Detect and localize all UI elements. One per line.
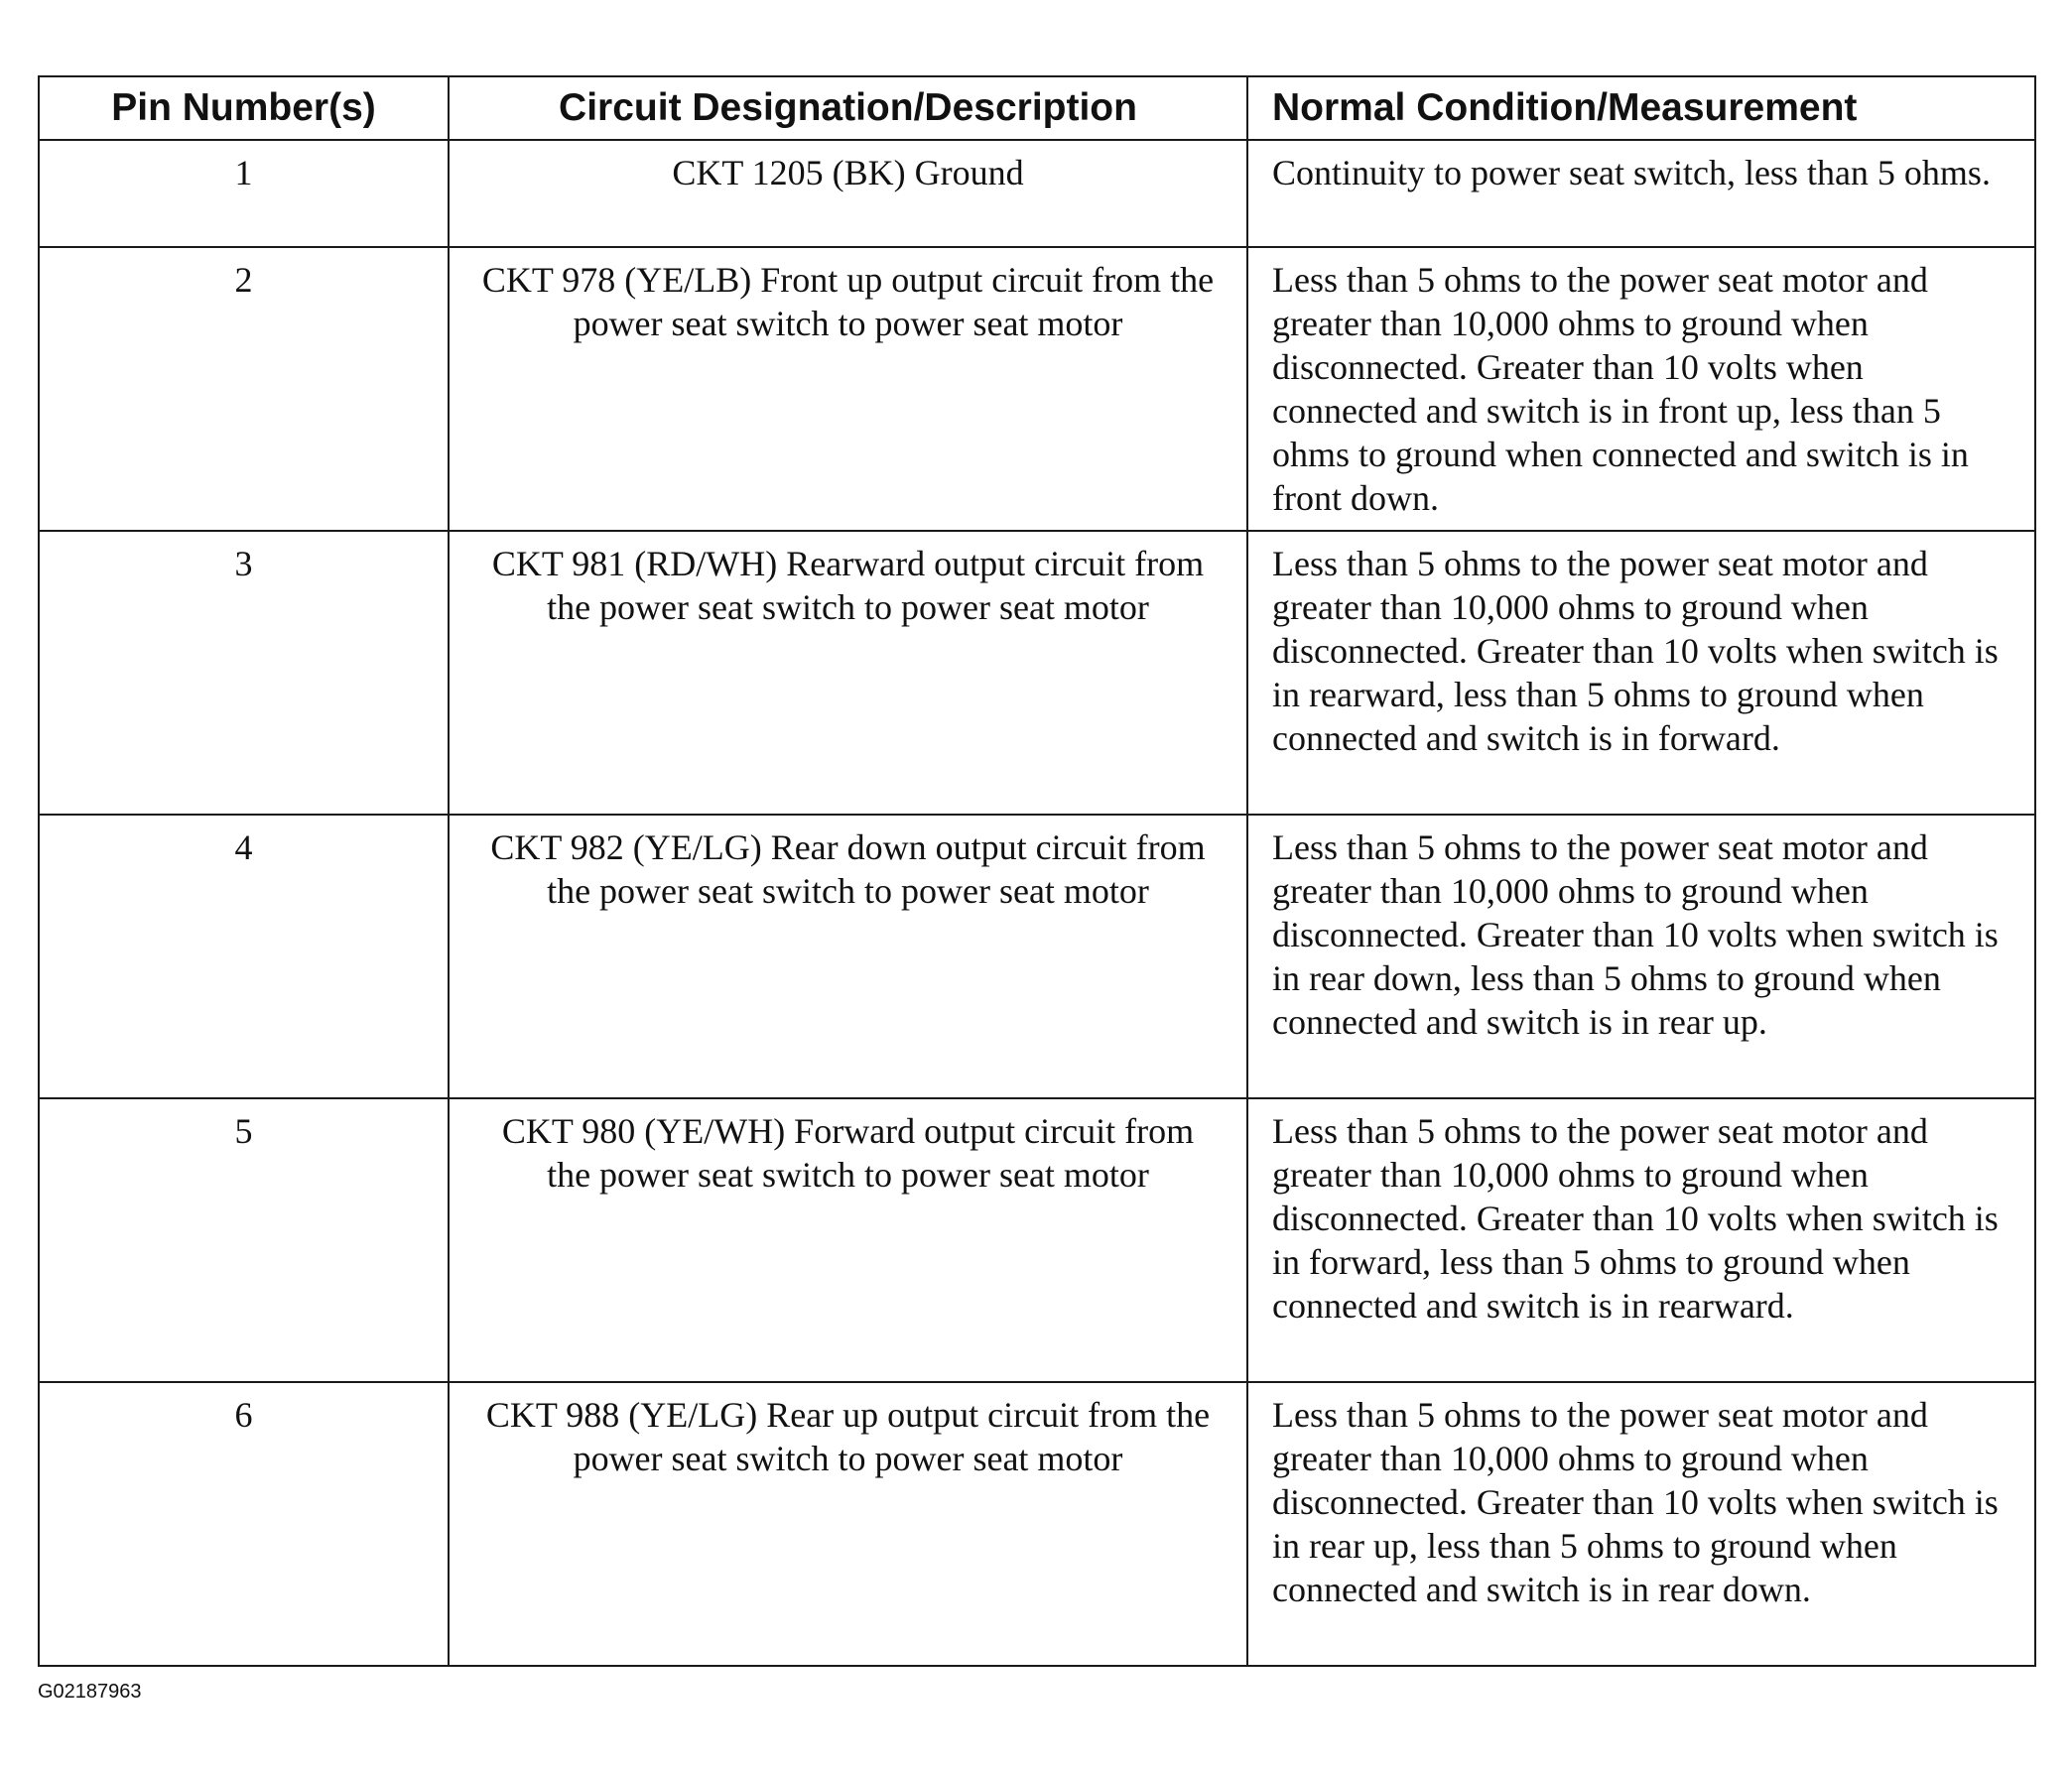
condition-cell: Less than 5 ohms to the power seat motor and greater than 10,000 ohms to ground when disconnected. Greater than 10 volts when switch is in rear up, less than 5 ohms to ground when connected and switch is in rear down. bbox=[1247, 1382, 2035, 1666]
pin-number-cell: 1 bbox=[39, 140, 449, 247]
condition-cell: Less than 5 ohms to the power seat motor and greater than 10,000 ohms to ground when disconnected. Greater than 10 volts when connected and switch is in front up, less than 5 ohms to ground when connected and switch is in front down. bbox=[1247, 247, 2035, 531]
condition-cell: Less than 5 ohms to the power seat motor and greater than 10,000 ohms to ground when disconnected. Greater than 10 volts when switch is in rearward, less than 5 ohms to ground when connected and switch is in forward. bbox=[1247, 531, 2035, 815]
table-row bbox=[39, 1382, 2035, 1666]
pin-number-cell: 2 bbox=[39, 247, 449, 531]
header-pin-numbers: Pin Number(s) bbox=[39, 76, 449, 140]
circuit-description-cell: CKT 1205 (BK) Ground bbox=[449, 140, 1247, 247]
pin-number-cell: 5 bbox=[39, 1098, 449, 1382]
circuit-description-cell: CKT 982 (YE/LG) Rear down output circuit from the power seat switch to power seat motor bbox=[449, 815, 1247, 1098]
pin-circuit-table bbox=[38, 75, 2036, 1667]
table-row bbox=[39, 531, 2035, 815]
condition-cell: Less than 5 ohms to the power seat motor and greater than 10,000 ohms to ground when disconnected. Greater than 10 volts when switch is in rear down, less than 5 ohms to ground when connected and switch is in rear up. bbox=[1247, 815, 2035, 1098]
table-row bbox=[39, 815, 2035, 1098]
table-row bbox=[39, 140, 2035, 247]
circuit-description-cell: CKT 981 (RD/WH) Rearward output circuit from the power seat switch to power seat motor bbox=[449, 531, 1247, 815]
pin-number-cell: 4 bbox=[39, 815, 449, 1098]
table-row bbox=[39, 247, 2035, 531]
condition-cell: Continuity to power seat switch, less than 5 ohms. bbox=[1247, 140, 2035, 247]
table-header bbox=[39, 76, 2035, 140]
condition-cell: Less than 5 ohms to the power seat motor and greater than 10,000 ohms to ground when disconnected. Greater than 10 volts when switch is in forward, less than 5 ohms to ground when connected and switch is in rearward. bbox=[1247, 1098, 2035, 1382]
header-normal-condition: Normal Condition/Measurement bbox=[1247, 76, 2035, 140]
figure-id-caption: G02187963 bbox=[38, 1681, 142, 1703]
circuit-description-cell: CKT 988 (YE/LG) Rear up output circuit from the power seat switch to power seat motor bbox=[449, 1382, 1247, 1666]
pin-number-cell: 6 bbox=[39, 1382, 449, 1666]
header-circuit-designation: Circuit Designation/Description bbox=[449, 76, 1247, 140]
table-row bbox=[39, 1098, 2035, 1382]
table-body bbox=[39, 140, 2035, 1666]
circuit-description-cell: CKT 978 (YE/LB) Front up output circuit from the power seat switch to power seat motor bbox=[449, 247, 1247, 531]
circuit-description-cell: CKT 980 (YE/WH) Forward output circuit from the power seat switch to power seat motor bbox=[449, 1098, 1247, 1382]
header-row bbox=[39, 76, 2035, 140]
pin-number-cell: 3 bbox=[39, 531, 449, 815]
